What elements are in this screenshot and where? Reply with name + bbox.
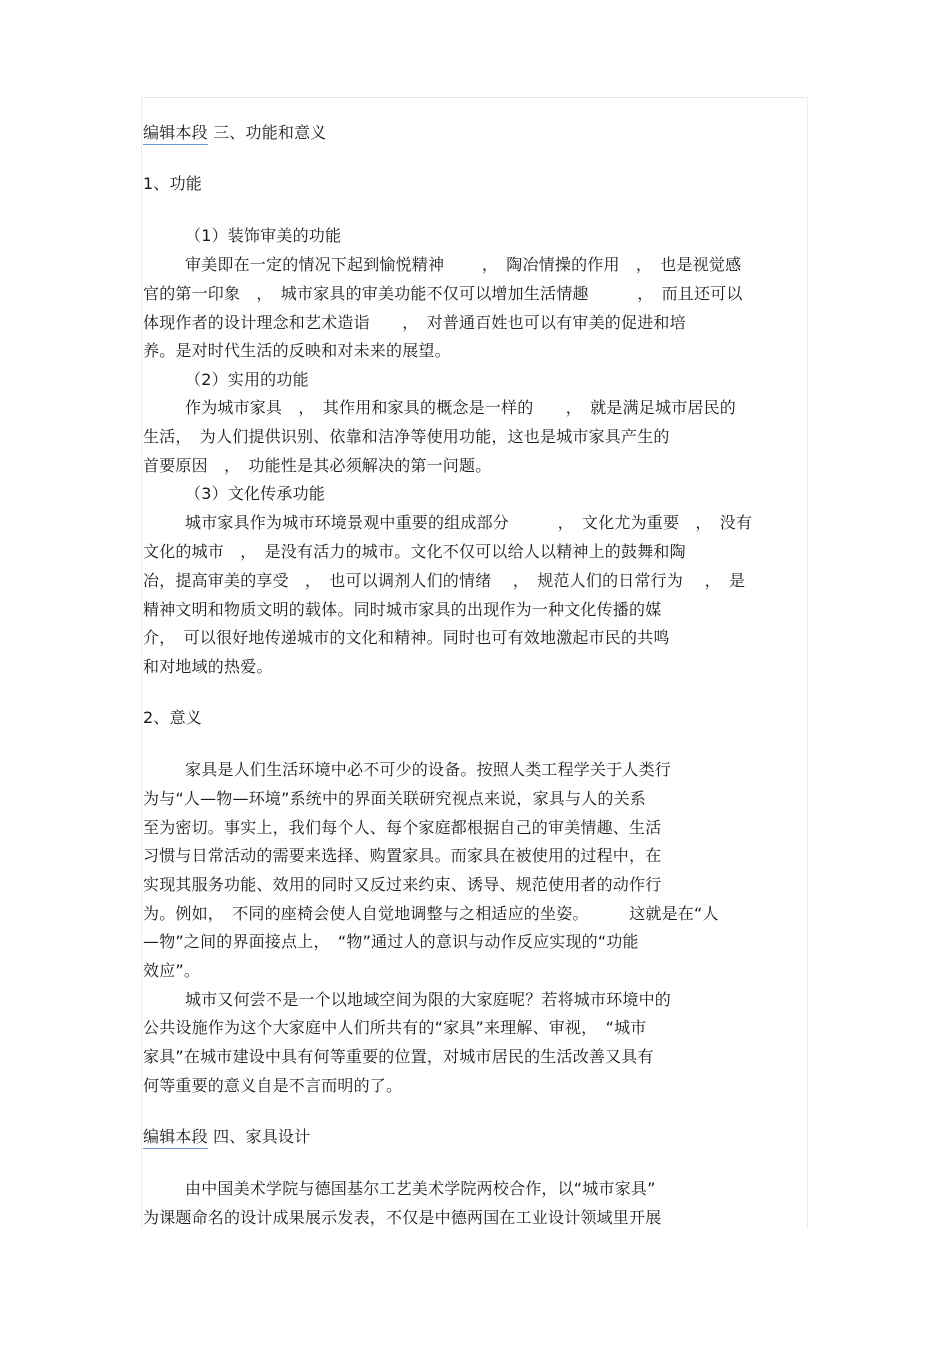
section-title: 三、功能和意义 <box>207 123 327 142</box>
paragraph-line: 和对地域的热爱。 <box>143 657 273 676</box>
item-label: （3）文化传承功能 <box>185 484 325 503</box>
paragraph-line: 冶，提高审美的享受 ， 也可以调剂人们的情绪 ， 规范人们的日常行为 ， 是 <box>143 571 746 590</box>
paragraph-line: 官的第一印象 ， 城市家具的审美功能不仅可以增加生活情趣 ， 而且还可以 <box>143 284 743 303</box>
subsection-heading: 1、功能 <box>143 174 202 193</box>
edit-section-link[interactable]: 编辑本段 <box>143 123 208 145</box>
paragraph-line: 养。是对时代生活的反映和对未来的展望。 <box>143 341 451 360</box>
section-title: 四、家具设计 <box>207 1127 311 1146</box>
paragraph-line: 家具”在城市建设中具有何等重要的位置，对城市居民的生活改善又具有 <box>143 1047 654 1066</box>
paragraph-line: 首要原因 ， 功能性是其必须解决的第一问题。 <box>143 456 492 475</box>
item-label: （1）装饰审美的功能 <box>185 226 342 245</box>
section-heading-3 <box>143 123 327 143</box>
paragraph-line: 介， 可以很好地传递城市的文化和精神。同时也可有效地激起市民的共鸣 <box>143 628 670 647</box>
paragraph-line: 至为密切。事实上，我们每个人、每个家庭都根据自己的审美情趣、生活 <box>143 818 662 837</box>
paragraph-line: 审美即在一定的情况下起到愉悦精神 ， 陶冶情操的作用 ， 也是视觉感 <box>185 255 742 274</box>
paragraph-line: 生活， 为人们提供识别、依靠和洁净等使用功能，这也是城市家具产生的 <box>143 427 670 446</box>
paragraph-line: 为与“人—物—环境”系统中的界面关联研究视点来说，家具与人的关系 <box>143 789 646 808</box>
paragraph-line: 精神文明和物质文明的载体。同时城市家具的出现作为一种文化传播的媒 <box>143 600 662 619</box>
paragraph-line: 公共设施作为这个大家庭中人们所共有的“家具”来理解、审视， “城市 <box>143 1018 647 1037</box>
edit-section-link[interactable]: 编辑本段 <box>143 1127 208 1149</box>
paragraph-line: 家具是人们生活环境中必不可少的设备。按照人类工程学关于人类行 <box>185 760 672 779</box>
paragraph-line: 文化的城市 ， 是没有活力的城市。文化不仅可以给人以精神上的鼓舞和陶 <box>143 542 686 561</box>
paragraph-line: 体现作者的设计理念和艺术造诣 ， 对普通百姓也可以有审美的促进和培 <box>143 313 686 332</box>
item-label: （2）实用的功能 <box>185 370 309 389</box>
paragraph-line: 效应”。 <box>143 961 201 980</box>
paragraph-line: 由中国美术学院与德国基尔工艺美术学院两校合作，以“城市家具” <box>185 1179 656 1198</box>
paragraph-line: 何等重要的意义自是不言而明的了。 <box>143 1076 403 1095</box>
paragraph-line: 为课题命名的设计成果展示发表，不仅是中德两国在工业设计领域里开展 <box>143 1208 662 1227</box>
paragraph-line: 为。例如， 不同的座椅会使人自觉地调整与之相适应的坐姿。 这就是在“人 <box>143 904 719 923</box>
section-heading-4 <box>143 1127 310 1147</box>
paragraph-line: 实现其服务功能、效用的同时又反过来约束、诱导、规范使用者的动作行 <box>143 875 662 894</box>
paragraph-line: 习惯与日常活动的需要来选择、购置家具。而家具在被使用的过程中，在 <box>143 846 662 865</box>
paragraph-line: —物”之间的界面接点上， “物”通过人的意识与动作反应实现的“功能 <box>143 932 639 951</box>
subsection-heading: 2、意义 <box>143 708 202 727</box>
paragraph-line: 作为城市家具 ， 其作用和家具的概念是一样的 ， 就是满足城市居民的 <box>185 398 737 417</box>
paragraph-line: 城市又何尝不是一个以地域空间为限的大家庭呢？若将城市环境中的 <box>185 990 672 1009</box>
paragraph-line: 城市家具作为城市环境景观中重要的组成部分 ， 文化尤为重要 ， 没有 <box>185 513 753 532</box>
